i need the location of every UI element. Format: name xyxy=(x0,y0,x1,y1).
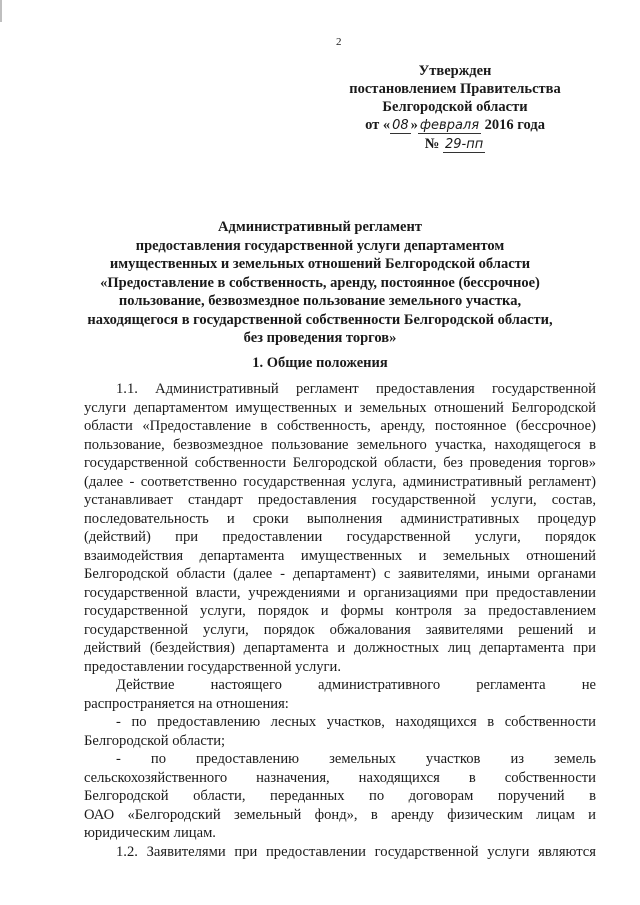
body-line: (действий) при предоставлении государственной услуги, порядок xyxy=(84,529,596,545)
body-line: Белгородской области, переданных по договорам поручений в xyxy=(84,788,596,804)
body-line: юридическим лицам. xyxy=(84,825,216,841)
body-line: - по предоставлению лесных участков, находящихся в собственности xyxy=(116,714,596,730)
body-text xyxy=(84,380,596,861)
approval-date xyxy=(345,116,565,135)
title-line: имущественных и земельных отношений Белгородской области xyxy=(109,256,531,272)
body-line: действий (бездействия) департамента и должностных лиц департамента при xyxy=(84,640,596,656)
approval-number xyxy=(345,135,565,154)
body-line: последовательность и сроки выполнения административных процедур xyxy=(84,510,596,527)
approval-line-1: Утвержден xyxy=(418,63,492,79)
body-line: Белгородской области (далее - департамент) с заявителями, иными органами xyxy=(84,566,596,582)
date-prefix: от « xyxy=(365,117,391,133)
approval-line-3: Белгородской области xyxy=(382,99,528,115)
body-line: ОАО «Белгородский земельный фонд», в аренду физическим лицам и xyxy=(84,806,596,823)
title-line: находящегося в государственной собственности Белгородской области, xyxy=(87,311,553,328)
page-number: 2 xyxy=(336,36,342,48)
body-line: устанавливает стандарт предоставления государственной услуги, состав, xyxy=(84,492,596,508)
body-line: государственной власти, учреждениями и организациями при предоставлении xyxy=(84,584,596,601)
body-line: государственной услуги, порядок и формы контроля за предоставлением xyxy=(84,603,596,619)
body-line: пользование, безвозмездное пользование земельного участка, находящегося в xyxy=(84,436,596,453)
date-mid: » xyxy=(410,117,418,133)
body-line: Белгородской области; xyxy=(84,732,226,749)
body-line: предоставлении государственной услуги. xyxy=(84,658,341,675)
date-year: 2016 года xyxy=(484,117,545,133)
section-heading: 1. Общие положения xyxy=(252,355,388,371)
body-line: 1.2. Заявителями при предоставлении государственной услуги являются xyxy=(116,843,596,860)
title-line: Административный регламент xyxy=(218,219,422,235)
body-line: взаимодействия департамента имущественных и земельных отношений xyxy=(84,547,596,564)
body-line: сельскохозяйственного назначения, находящихся в собственности xyxy=(84,769,596,786)
date-month: февраля xyxy=(419,118,480,133)
body-line: услуги департаментом имущественных и земельных отношений Белгородской xyxy=(84,399,596,416)
body-line: распространяется на отношения: xyxy=(84,695,289,712)
date-day: 08 xyxy=(392,118,409,133)
number-value: 29-пп xyxy=(444,137,484,152)
title-line: «Предоставление в собственность, аренду, постоянное (бессрочное) xyxy=(100,274,540,291)
title-line: предоставления государственной услуги департаментом xyxy=(135,237,505,254)
scan-edge-mark xyxy=(0,0,2,22)
body-line: 1.1. Административный регламент предоставления государственной xyxy=(116,381,596,397)
document-title xyxy=(74,218,566,348)
approval-line-2: постановлением Правительства xyxy=(349,81,561,97)
body-line: государственной собственности Белгородской области, без проведения торгов» xyxy=(84,455,596,471)
approval-stamp xyxy=(345,62,565,154)
body-line: Действие настоящего административного регламента не xyxy=(116,677,596,693)
body-line: - по предоставлению земельных участков из земель xyxy=(116,751,596,767)
body-line: государственной услуги, порядок обжалования заявителями решений и xyxy=(84,621,596,638)
body-line: области «Предоставление в собственность, аренду, постоянное (бессрочное) xyxy=(84,418,596,434)
title-line: без проведения торгов» xyxy=(243,330,397,346)
number-prefix: № xyxy=(424,136,440,152)
title-line: пользование, безвозмездное пользование земельного участка, xyxy=(118,293,522,309)
body-line: (далее - соответственно государственная услуга, административный регламент) xyxy=(84,473,596,490)
